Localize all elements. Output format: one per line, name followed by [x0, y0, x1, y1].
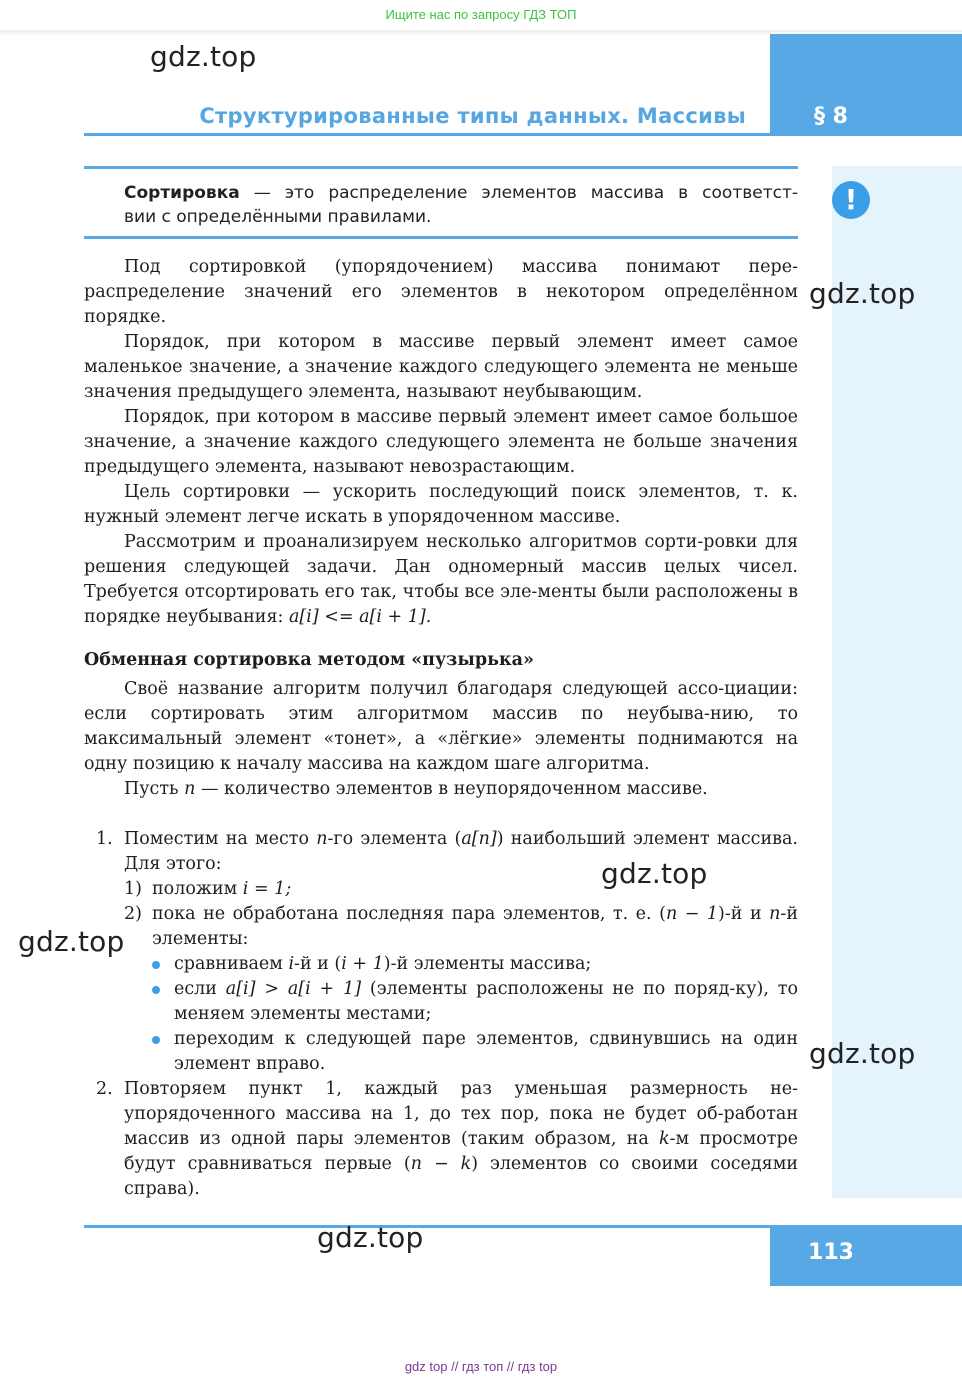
top-banner: Ищите нас по запросу ГДЗ ТОП [385, 7, 577, 22]
page-number: 113 [808, 1240, 854, 1265]
bubble-intro: Своё название алгоритм получил благодаря следующей ассо-циации: если сортировать этим алгоритмом массив по неубыва-нию, то максимальный элемент «тонет», а «лёгкие» элементы поднимаются на одну позицию к началу массива на каждом шаге алгоритма. Пусть n — количество элементов в неупорядоченном массиве. [84, 677, 798, 802]
paragraph: Порядок, при котором в массиве первый элемент имеет самое большое значение, а значение каждого следующего элемента не больше значения предыдущего элемента, называют невозрастающим. [84, 407, 798, 477]
substep-1: 1) положим i = 1; [124, 879, 292, 899]
watermark: gdz.top [317, 1221, 424, 1254]
bullet-item: переходим к следующей паре элементов, сдвинувшись на один элемент вправо. [152, 1027, 798, 1077]
paragraph: Цель сортировки — ускорить последующий поиск элементов, т. к. нужный элемент легче искать в упорядоченном массиве. [84, 482, 798, 527]
section-number: § 8 [814, 104, 848, 129]
exclamation-icon: ! [832, 181, 870, 219]
bullet-item: сравниваем i-й и (i + 1)-й элементы массива; [152, 952, 798, 977]
watermark: gdz.top [150, 40, 257, 73]
body-text [84, 255, 798, 630]
bullet-dot-icon [152, 1036, 160, 1044]
chapter-title: Структурированные типы данных. Массивы [199, 104, 746, 128]
definition-top-rule [84, 166, 798, 169]
subheading: Обменная сортировка методом «пузырька» [84, 650, 534, 670]
sort-condition-formula: a[i] <= a[i + 1]. [288, 607, 432, 627]
paragraph: Под сортировкой (упорядочением) массива понимают пере-распределение значений его элементов в некотором определённом порядке. [84, 257, 798, 327]
step-2: 2. Повторяем пункт 1, каждый раз уменьшая размерность не-упорядоченного массива на 1, до тех пор, пока не будет об-работан массив из одной пары элементов (таким образом, на k-м просмотре будут сравниваться первые (n − k) элементов со своими соседями справа). [96, 1079, 798, 1199]
bullet-item: если a[i] > a[i + 1] (элементы расположены не по поряд-ку), то меняем элементы местами; [152, 977, 798, 1027]
watermark: gdz.top [601, 857, 708, 890]
definition-bottom-rule [84, 236, 798, 239]
header-rule [84, 133, 770, 136]
watermark: gdz.top [18, 925, 125, 958]
footer-rule [84, 1225, 770, 1228]
substep-2: 2) пока не обработана последняя пара элементов, т. е. (n − 1)-й и n-й элементы: [124, 904, 798, 949]
bottom-links[interactable]: gdz top // гдз топ // гдз top [404, 1359, 558, 1374]
definition-term: Сортировка [124, 183, 240, 203]
definition-box: Сортировка — это распределение элементов массива в соответст- вии с определёнными правилами. [124, 183, 798, 227]
paragraph: Рассмотрим и проанализируем несколько алгоритмов сорти-ровки для решения следующей задачи. Дан одномерный массив целых чисел. Требуется отсортировать его так, чтобы все эле-менты были расположены в порядке неубывания: a[i] <= a[i + 1]. [84, 532, 798, 627]
watermark: gdz.top [809, 277, 916, 310]
watermark: gdz.top [809, 1037, 916, 1070]
paragraph: Порядок, при котором в массиве первый элемент имеет самое маленькое значение, а значение каждого следующего элемента не меньше значения предыдущего элемента, называют неубывающим. [84, 332, 798, 402]
step-1: 1. Поместим на место n-го элемента (a[n]) наибольший элемент массива. Для этого: [96, 829, 798, 874]
let-n-line: Пусть n — количество элементов в неупорядоченном массиве. [124, 779, 708, 799]
bullet-dot-icon [152, 961, 160, 969]
bullet-dot-icon [152, 986, 160, 994]
